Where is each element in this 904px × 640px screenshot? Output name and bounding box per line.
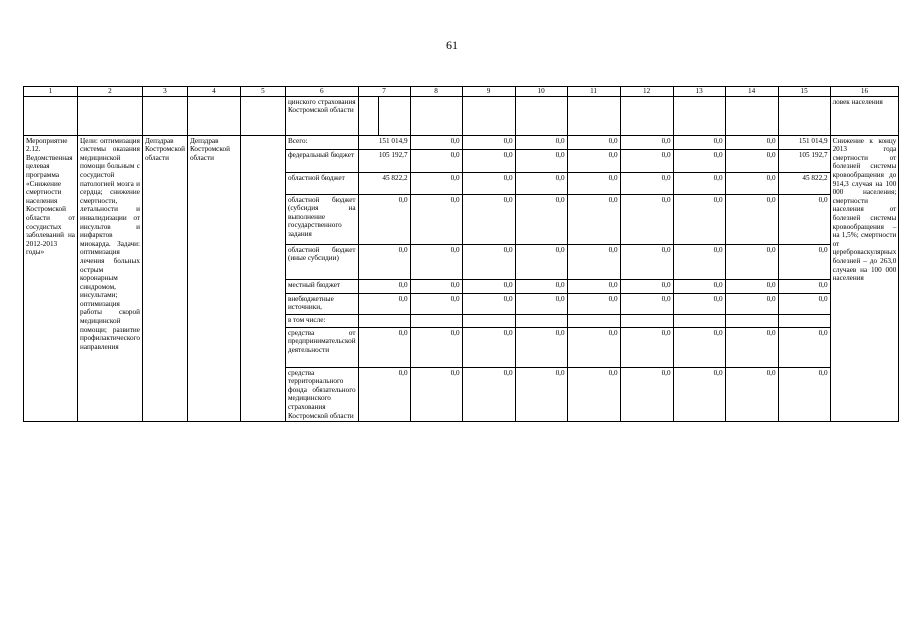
funding-source-cell: областной бюджет (иные субсидии)	[285, 244, 358, 279]
value-cell	[778, 314, 830, 327]
value-cell: 0,0	[515, 172, 567, 194]
funding-source-cell: областной бюджет	[285, 172, 358, 194]
funding-row	[24, 135, 899, 149]
value-cell: 0,0	[358, 244, 410, 279]
value-cell: 0,0	[620, 279, 673, 293]
value-cell: 0,0	[673, 172, 725, 194]
value-cell: 0,0	[567, 172, 620, 194]
value-cell: 0,0	[778, 293, 830, 314]
value-cell: 0,0	[410, 293, 462, 314]
value-cell: 0,0	[673, 135, 725, 149]
value-cell: 0,0	[778, 244, 830, 279]
value-cell: 0,0	[410, 367, 462, 422]
goals-cell: Цели: оптимизация системы оказания медицинской помощи больным с сосудистой патологией мозга и сердца; снижение смертности, летальности и инвалидизации от инсультов и инфарктов миокарда. Задачи: оптимизация лечения больных острым коронарным синдромом, инсультами; оптимизация работы скорой медицинской помощи; развитие профилактического направления	[78, 135, 143, 422]
value-cell	[725, 314, 778, 327]
value-cell: 0,0	[567, 293, 620, 314]
value-cell: 0,0	[358, 194, 410, 244]
value-cell: 0,0	[567, 135, 620, 149]
continuation-source-cell: цинского страхования Костромской области	[285, 96, 358, 135]
value-cell: 0,0	[567, 279, 620, 293]
value-cell: 0,0	[358, 367, 410, 422]
header-col-12: 12	[620, 87, 673, 97]
value-cell: 0,0	[515, 244, 567, 279]
continuation-result-cell: ловек населения	[830, 96, 899, 135]
header-row	[24, 87, 899, 97]
funding-source-cell: местный бюджет	[285, 279, 358, 293]
value-cell: 0,0	[778, 279, 830, 293]
value-cell: 0,0	[620, 194, 673, 244]
value-cell: 0,0	[358, 293, 410, 314]
value-cell	[515, 314, 567, 327]
value-cell: 0,0	[620, 327, 673, 367]
value-cell	[567, 314, 620, 327]
value-cell: 0,0	[410, 135, 462, 149]
value-cell: 0,0	[410, 327, 462, 367]
value-cell	[410, 314, 462, 327]
funding-source-cell: внебюджетные источники,	[285, 293, 358, 314]
value-cell: 0,0	[778, 327, 830, 367]
value-cell: 0,0	[725, 279, 778, 293]
coexecutor-cell: Депздрав Костромской области	[187, 135, 240, 422]
value-cell: 0,0	[358, 327, 410, 367]
value-cell: 0,0	[462, 293, 515, 314]
value-cell	[673, 314, 725, 327]
value-cell: 0,0	[462, 367, 515, 422]
value-cell: 0,0	[673, 327, 725, 367]
value-cell: 0,0	[567, 149, 620, 172]
value-cell: 0,0	[567, 244, 620, 279]
value-cell: 0,0	[515, 135, 567, 149]
value-cell: 0,0	[462, 172, 515, 194]
value-cell: 0,0	[673, 367, 725, 422]
value-cell: 151 014,9	[358, 135, 410, 149]
header-col-1: 1	[24, 87, 78, 97]
value-cell: 0,0	[725, 135, 778, 149]
value-cell: 151 014,9	[778, 135, 830, 149]
header-col-11: 11	[567, 87, 620, 97]
funding-source-cell: средства территориального фонда обязательного медицинского страхования Костромской области	[285, 367, 358, 422]
value-cell: 0,0	[620, 367, 673, 422]
empty-cell	[240, 135, 285, 422]
value-cell: 0,0	[515, 149, 567, 172]
value-cell: 0,0	[462, 194, 515, 244]
header-col-2: 2	[78, 87, 143, 97]
value-cell: 0,0	[620, 293, 673, 314]
value-cell: 0,0	[462, 279, 515, 293]
value-cell: 0,0	[725, 172, 778, 194]
value-cell: 0,0	[725, 149, 778, 172]
value-cell: 0,0	[620, 172, 673, 194]
value-cell: 0,0	[673, 244, 725, 279]
value-cell: 0,0	[410, 194, 462, 244]
header-col-4: 4	[187, 87, 240, 97]
page-number: 61	[446, 38, 458, 52]
value-cell: 0,0	[567, 367, 620, 422]
value-cell: 0,0	[410, 149, 462, 172]
value-cell: 105 192,7	[778, 149, 830, 172]
funding-source-cell: Всего:	[285, 135, 358, 149]
value-cell: 105 192,7	[358, 149, 410, 172]
value-cell: 0,0	[515, 279, 567, 293]
executor-cell: Депздрав Костромской области	[142, 135, 187, 422]
value-cell	[462, 314, 515, 327]
value-cell: 0,0	[462, 135, 515, 149]
funding-source-cell: в том числе:	[285, 314, 358, 327]
value-cell: 0,0	[515, 327, 567, 367]
program-table	[23, 86, 899, 422]
funding-source-cell: областной бюджет (субсидия на выполнение государственного задания	[285, 194, 358, 244]
value-cell: 0,0	[778, 194, 830, 244]
value-cell: 0,0	[567, 327, 620, 367]
header-col-5: 5	[240, 87, 285, 97]
value-cell: 0,0	[515, 367, 567, 422]
continuation-row	[24, 96, 899, 135]
value-cell: 0,0	[673, 194, 725, 244]
value-cell: 0,0	[673, 293, 725, 314]
header-col-16: 16	[830, 87, 899, 97]
value-cell: 0,0	[515, 194, 567, 244]
value-cell: 0,0	[462, 244, 515, 279]
header-col-10: 10	[515, 87, 567, 97]
value-cell: 0,0	[410, 172, 462, 194]
value-cell	[358, 314, 410, 327]
header-col-13: 13	[673, 87, 725, 97]
header-col-8: 8	[410, 87, 462, 97]
header-col-9: 9	[462, 87, 515, 97]
value-cell: 0,0	[725, 194, 778, 244]
value-cell: 0,0	[515, 293, 567, 314]
value-cell: 0,0	[358, 279, 410, 293]
header-col-14: 14	[725, 87, 778, 97]
value-cell: 45 822,2	[358, 172, 410, 194]
value-cell: 0,0	[410, 244, 462, 279]
measure-name-cell: Мероприятие 2.12. Ведомственная целевая программа «Снижение смертности населения Костромской области от сосудистых заболеваний на 2012-2013 годы»	[24, 135, 78, 422]
value-cell: 0,0	[462, 327, 515, 367]
value-cell: 0,0	[462, 149, 515, 172]
header-col-7: 7	[358, 87, 410, 97]
value-cell: 0,0	[673, 149, 725, 172]
expected-result-cell: Снижение к концу 2013 года смертности от болезней системы кровообращения до 914,3 случая на 100 000 населения; смертности населения от болезней системы кровообращения – на 1,5%; смертности от цереброваскулярных болезней – до 263,0 случаев на 100 000 населения	[830, 135, 899, 422]
funding-source-cell: средства от предпринимательской деятельности	[285, 327, 358, 367]
value-cell: 0,0	[725, 293, 778, 314]
value-cell: 0,0	[725, 327, 778, 367]
value-cell: 0,0	[620, 135, 673, 149]
header-col-6: 6	[285, 87, 358, 97]
value-cell: 0,0	[778, 367, 830, 422]
value-cell: 0,0	[567, 194, 620, 244]
header-col-15: 15	[778, 87, 830, 97]
value-cell	[620, 314, 673, 327]
value-cell: 0,0	[725, 367, 778, 422]
value-cell: 0,0	[725, 244, 778, 279]
value-cell: 0,0	[673, 279, 725, 293]
funding-source-cell: федеральный бюджет	[285, 149, 358, 172]
header-col-3: 3	[142, 87, 187, 97]
value-cell: 0,0	[620, 244, 673, 279]
value-cell: 0,0	[410, 279, 462, 293]
value-cell: 45 822,2	[778, 172, 830, 194]
value-cell: 0,0	[620, 149, 673, 172]
